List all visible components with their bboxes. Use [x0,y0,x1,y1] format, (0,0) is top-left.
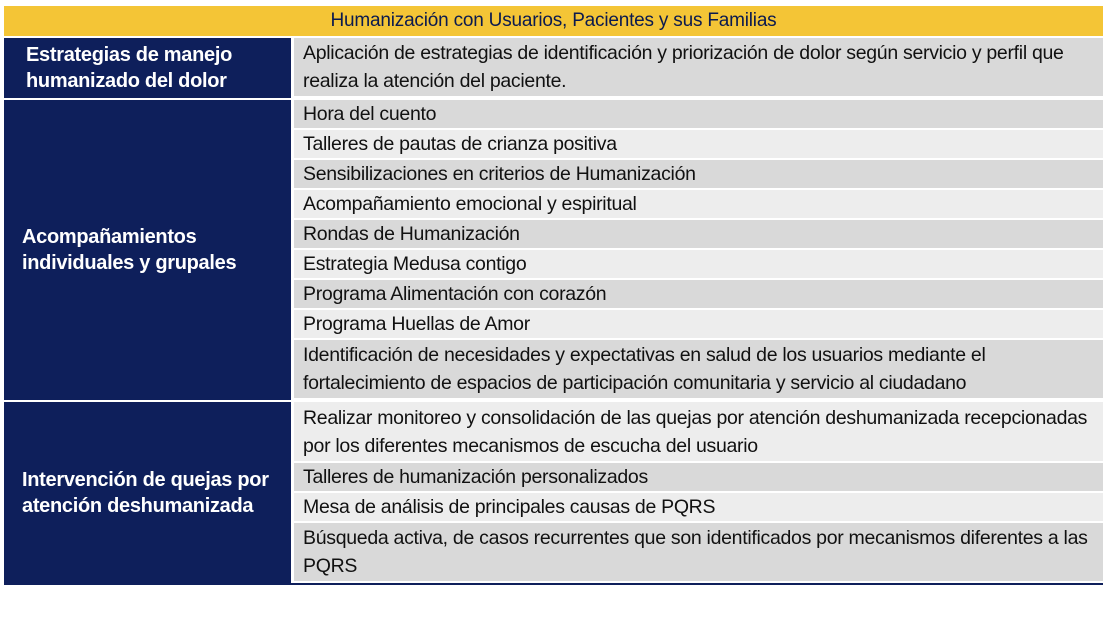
group-pain-management [4,36,1103,98]
list-item: Programa Alimentación con corazón [294,280,1103,310]
list-item: Rondas de Humanización [294,220,1103,250]
list-item: Sensibilizaciones en criterios de Humanización [294,160,1103,190]
list-item: Hora del cuento [294,100,1103,130]
group-items [294,100,1103,400]
group-accompaniments [4,98,1103,400]
group-label: Estrategias de manejo humanizado del dolor [4,38,294,98]
list-item: Búsqueda activa, de casos recurrentes que son identificados por mecanismos diferentes a las PQRS [294,523,1103,583]
group-complaints [4,400,1103,583]
list-item: Aplicación de estrategias de identificación y priorización de dolor según servicio y perfil que realiza la atención del paciente. [294,38,1103,98]
list-item: Realizar monitoreo y consolidación de las quejas por atención deshumanizada recepcionadas por los diferentes mecanismos de escucha del usuario [294,402,1103,463]
bottom-rule [4,583,1103,585]
list-item: Identificación de necesidades y expectativas en salud de los usuarios mediante el fortalecimiento de espacios de participación comunitaria y servicio al ciudadano [294,340,1103,400]
humanization-table [4,6,1103,585]
group-label: Acompañamientos individuales y grupales [4,100,294,400]
group-items [294,38,1103,98]
list-item: Acompañamiento emocional y espiritual [294,190,1103,220]
table-title: Humanización con Usuarios, Pacientes y sus Familias [4,6,1103,36]
list-item: Talleres de humanización personalizados [294,463,1103,493]
group-items [294,402,1103,583]
list-item: Mesa de análisis de principales causas de PQRS [294,493,1103,523]
list-item: Talleres de pautas de crianza positiva [294,130,1103,160]
list-item: Estrategia Medusa contigo [294,250,1103,280]
group-label: Intervención de quejas por atención deshumanizada [4,402,294,583]
list-item: Programa Huellas de Amor [294,310,1103,340]
